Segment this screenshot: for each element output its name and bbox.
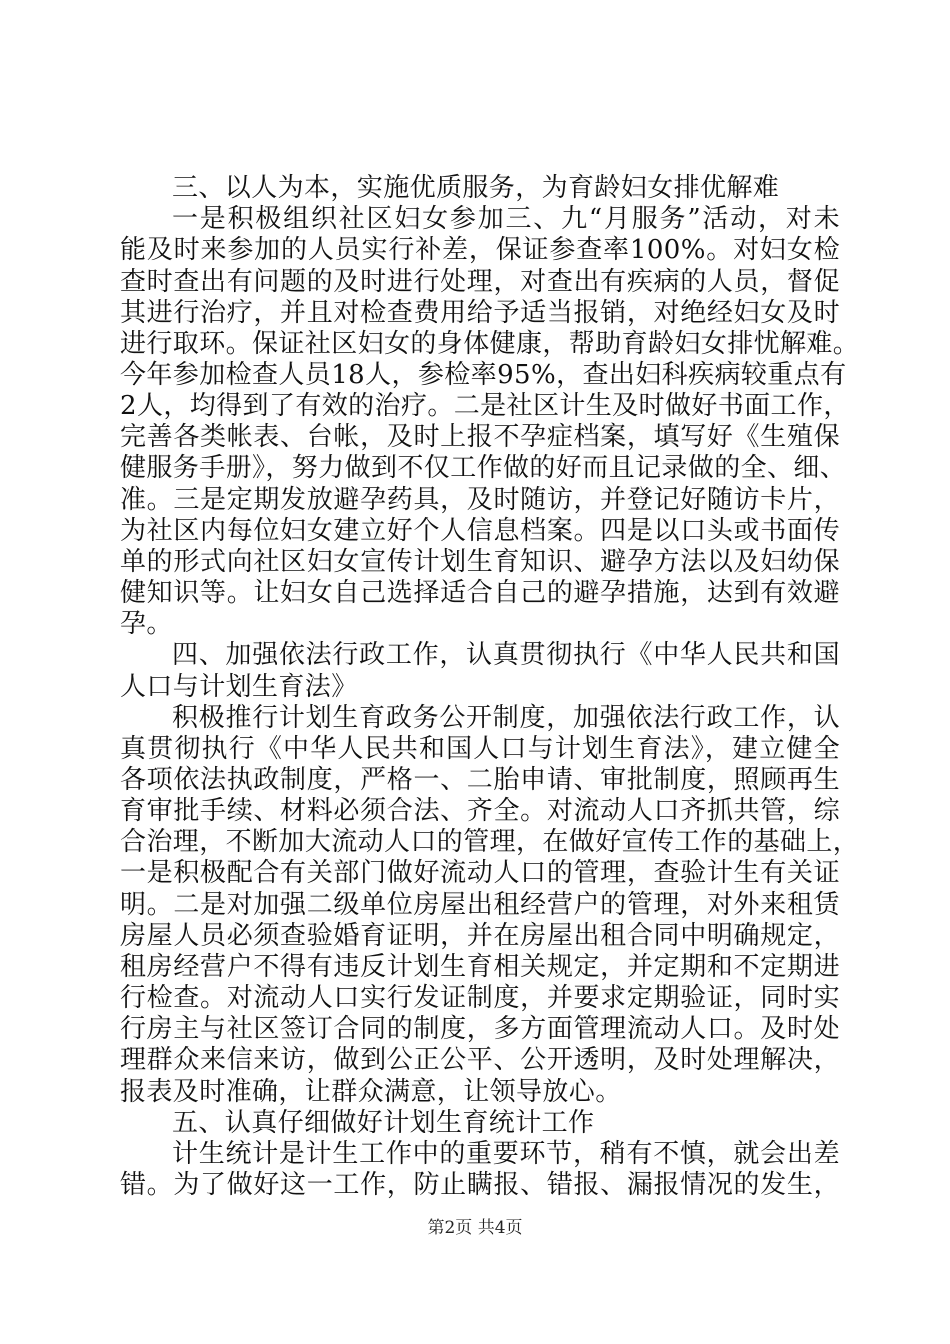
section-heading-5: 五、认真仔细做好计划生育统计工作	[172, 1107, 595, 1138]
body-line: 健知识等。让妇女自己选择适合自己的避孕措施，达到有效避	[120, 578, 840, 608]
body-line: 租房经营户不得有违反计划生育相关规定，并定期和不定期进	[120, 951, 840, 982]
body-line: 各项依法执政制度，严格一、二胎申请、审批制度，照顾再生	[120, 765, 840, 795]
body-line: 准。三是定期发放避孕药具，及时随访，并登记好随访卡片，	[120, 484, 840, 515]
body-line: 一是积极配合有关部门做好流动人口的管理，查验计生有关证	[120, 858, 840, 889]
section-heading-4-cont: 人口与计划生育法》	[120, 671, 358, 702]
body-line: 进行取环。保证社区妇女的身体健康，帮助育龄妇女排忧解难。	[120, 328, 860, 359]
body-line: 孕。	[120, 609, 173, 640]
page-footer: 第2页 共4页	[427, 1218, 523, 1238]
body-line: 查时查出有问题的及时进行处理，对查出有疾病的人员，督促	[120, 266, 840, 297]
body-line: 行房主与社区签订合同的制度，多方面管理流动人口。及时处	[120, 1014, 840, 1045]
body-line: 真贯彻执行《中华人民共和国人口与计划生育法》，建立健全	[120, 733, 840, 764]
body-line: 完善各类帐表、台帐，及时上报不孕症档案，填写好《生殖保	[120, 422, 840, 453]
body-line: 合治理，不断加大流动人口的管理，在做好宣传工作的基础上，	[120, 827, 860, 858]
body-line: 单的形式向社区妇女宣传计划生育知识、避孕方法以及妇幼保	[120, 546, 840, 577]
body-line: 积极推行计划生育政务公开制度，加强依法行政工作，认	[172, 702, 840, 733]
body-line: 明。二是对加强二级单位房屋出租经营户的管理，对外来租赁	[120, 889, 840, 920]
body-line: 为社区内每位妇女建立好个人信息档案。四是以口头或书面传	[120, 515, 840, 546]
body-line: 其进行治疗，并且对检查费用给予适当报销，对绝经妇女及时	[120, 297, 840, 328]
body-line: 错。为了做好这一工作，防止瞒报、错报、漏报情况的发生，	[120, 1170, 840, 1200]
body-line: 健服务手册》，努力做到不仅工作做的好而且记录做的全、细、	[120, 453, 847, 484]
body-line: 报表及时准确，让群众满意，让领导放心。	[120, 1076, 622, 1107]
body-line: 能及时来参加的人员实行补差，保证参查率100%。对妇女检	[120, 235, 840, 266]
section-heading-3: 三、以人为本，实施优质服务，为育龄妇女排优解难	[172, 173, 780, 203]
body-line: 计生统计是计生工作中的重要环节，稍有不慎，就会出差	[172, 1138, 840, 1169]
body-line: 房屋人员必须查验婚育证明，并在房屋出租合同中明确规定，	[120, 920, 840, 951]
body-line: 理群众来信来访，做到公正公平、公开透明，及时处理解决，	[120, 1045, 840, 1076]
section-heading-4: 四、加强依法行政工作，认真贯彻执行《中华人民共和国	[172, 640, 840, 671]
body-line: 育审批手续、材料必须合法、齐全。对流动人口齐抓共管，综	[120, 796, 840, 827]
body-line: 2人，均得到了有效的治疗。二是社区计生及时做好书面工作，	[120, 391, 850, 422]
body-line: 一是积极组织社区妇女参加三、九“月服务”活动，对未	[172, 204, 840, 235]
body-line: 行检查。对流动人口实行发证制度，并要求定期验证，同时实	[120, 983, 840, 1014]
body-line: 今年参加检查人员18人，参检率95%，查出妇科疾病较重点有	[120, 359, 847, 390]
